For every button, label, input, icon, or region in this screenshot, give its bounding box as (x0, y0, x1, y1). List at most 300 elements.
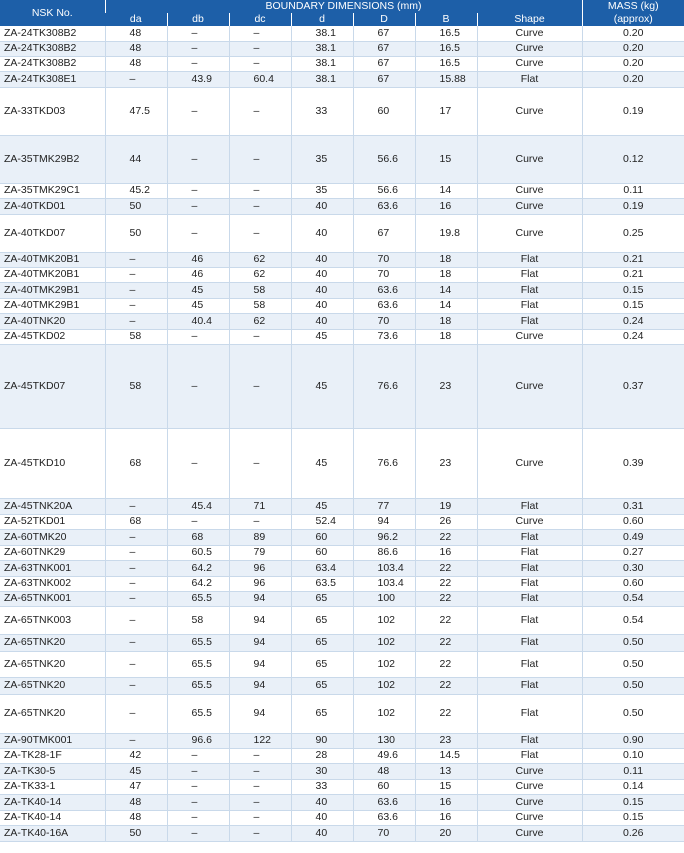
cell-db: 65.5 (167, 677, 229, 694)
cell-mass: 0.50 (582, 677, 684, 694)
cell-nsk-no: ZA-45TKD02 (0, 329, 105, 344)
cell-mass: 0.60 (582, 576, 684, 591)
cell-D: 103.4 (353, 576, 415, 591)
cell-D: 63.6 (353, 810, 415, 825)
cell-mass: 0.20 (582, 26, 684, 41)
cell-mass: 0.31 (582, 498, 684, 514)
cell-D: 102 (353, 606, 415, 634)
cell-db: – (167, 329, 229, 344)
cell-B: 22 (415, 576, 477, 591)
cell-mass: 0.15 (582, 282, 684, 298)
cell-D: 77 (353, 498, 415, 514)
cell-da: – (105, 529, 167, 545)
cell-B: 16.5 (415, 41, 477, 56)
cell-dc: 94 (229, 634, 291, 651)
cell-d: 30 (291, 763, 353, 779)
cell-nsk-no: ZA-63TNK002 (0, 576, 105, 591)
cell-da: – (105, 733, 167, 748)
cell-D: 60 (353, 87, 415, 135)
cell-dc: – (229, 183, 291, 198)
cell-d: 65 (291, 591, 353, 606)
cell-nsk-no: ZA-40TMK20B1 (0, 267, 105, 282)
col-header-mass-approx: (approx) (582, 13, 684, 26)
cell-B: 22 (415, 560, 477, 576)
cell-dc: 71 (229, 498, 291, 514)
cell-nsk-no: ZA-65TNK20 (0, 634, 105, 651)
cell-shape: Curve (477, 825, 582, 841)
cell-db: – (167, 748, 229, 763)
cell-d: 45 (291, 329, 353, 344)
cell-db: 45 (167, 298, 229, 313)
cell-B: 22 (415, 634, 477, 651)
col-header-boundary-dimensions: BOUNDARY DIMENSIONS (mm) (105, 0, 582, 13)
cell-mass: 0.19 (582, 87, 684, 135)
cell-D: 63.6 (353, 794, 415, 810)
cell-dc: 94 (229, 606, 291, 634)
cell-D: 49.6 (353, 748, 415, 763)
cell-db: 65.5 (167, 651, 229, 677)
cell-B: 16 (415, 545, 477, 560)
cell-B: 16.5 (415, 26, 477, 41)
cell-shape: Flat (477, 282, 582, 298)
cell-db: – (167, 810, 229, 825)
cell-d: 63.5 (291, 576, 353, 591)
cell-D: 63.6 (353, 198, 415, 214)
cell-db: 46 (167, 252, 229, 267)
cell-D: 70 (353, 252, 415, 267)
cell-mass: 0.20 (582, 56, 684, 71)
cell-nsk-no: ZA-65TNK20 (0, 694, 105, 733)
table-row (0, 748, 684, 763)
table-row (0, 545, 684, 560)
cell-nsk-no: ZA-63TNK001 (0, 560, 105, 576)
cell-mass: 0.49 (582, 529, 684, 545)
cell-da: 45 (105, 763, 167, 779)
cell-da: 47 (105, 779, 167, 794)
cell-nsk-no: ZA-24TK308B2 (0, 26, 105, 41)
cell-d: 45 (291, 498, 353, 514)
cell-da: – (105, 634, 167, 651)
cell-dc: 96 (229, 576, 291, 591)
cell-shape: Curve (477, 329, 582, 344)
cell-D: 63.6 (353, 298, 415, 313)
cell-da: 50 (105, 198, 167, 214)
cell-d: 28 (291, 748, 353, 763)
cell-shape: Flat (477, 591, 582, 606)
cell-dc: 62 (229, 313, 291, 329)
cell-shape: Flat (477, 529, 582, 545)
cell-d: 45 (291, 428, 353, 498)
cell-da: 48 (105, 810, 167, 825)
cell-shape: Curve (477, 26, 582, 41)
cell-shape: Flat (477, 606, 582, 634)
cell-db: 45 (167, 282, 229, 298)
cell-db: – (167, 763, 229, 779)
cell-D: 76.6 (353, 428, 415, 498)
cell-mass: 0.39 (582, 428, 684, 498)
table-row (0, 26, 684, 41)
cell-da: 48 (105, 794, 167, 810)
cell-dc: – (229, 135, 291, 183)
col-header-shape: Shape (477, 13, 582, 26)
cell-dc: 94 (229, 591, 291, 606)
table-row (0, 41, 684, 56)
cell-D: 102 (353, 677, 415, 694)
table-row (0, 428, 684, 498)
cell-d: 38.1 (291, 71, 353, 87)
cell-db: 43.9 (167, 71, 229, 87)
cell-da: 48 (105, 41, 167, 56)
table-row (0, 198, 684, 214)
cell-db: – (167, 779, 229, 794)
cell-B: 19.8 (415, 214, 477, 252)
cell-D: 56.6 (353, 135, 415, 183)
cell-B: 20 (415, 825, 477, 841)
cell-B: 23 (415, 428, 477, 498)
cell-dc: – (229, 514, 291, 529)
table-body (0, 26, 684, 841)
cell-da: 58 (105, 344, 167, 428)
cell-D: 73.6 (353, 329, 415, 344)
cell-da: 58 (105, 329, 167, 344)
cell-D: 96.2 (353, 529, 415, 545)
cell-shape: Flat (477, 252, 582, 267)
table-row (0, 282, 684, 298)
table-row (0, 794, 684, 810)
cell-db: 65.5 (167, 634, 229, 651)
col-header-D: D (353, 13, 415, 26)
col-header-mass: MASS (kg) (582, 0, 684, 13)
table-row (0, 298, 684, 313)
cell-d: 33 (291, 87, 353, 135)
cell-db: – (167, 41, 229, 56)
cell-db: – (167, 794, 229, 810)
table-row (0, 576, 684, 591)
cell-db: 68 (167, 529, 229, 545)
cell-D: 67 (353, 71, 415, 87)
cell-d: 40 (291, 267, 353, 282)
cell-da: 68 (105, 428, 167, 498)
cell-B: 17 (415, 87, 477, 135)
cell-d: 90 (291, 733, 353, 748)
cell-da: 48 (105, 26, 167, 41)
cell-db: 96.6 (167, 733, 229, 748)
cell-B: 15.88 (415, 71, 477, 87)
cell-shape: Flat (477, 545, 582, 560)
cell-db: – (167, 183, 229, 198)
cell-db: 64.2 (167, 560, 229, 576)
cell-B: 26 (415, 514, 477, 529)
cell-dc: – (229, 428, 291, 498)
cell-B: 16.5 (415, 56, 477, 71)
cell-shape: Curve (477, 214, 582, 252)
cell-mass: 0.90 (582, 733, 684, 748)
table-row (0, 810, 684, 825)
cell-D: 76.6 (353, 344, 415, 428)
cell-da: – (105, 267, 167, 282)
table-row (0, 733, 684, 748)
cell-dc: – (229, 825, 291, 841)
cell-shape: Flat (477, 733, 582, 748)
cell-D: 94 (353, 514, 415, 529)
cell-d: 60 (291, 529, 353, 545)
cell-nsk-no: ZA-40TMK29B1 (0, 282, 105, 298)
cell-mass: 0.24 (582, 313, 684, 329)
cell-D: 100 (353, 591, 415, 606)
cell-mass: 0.15 (582, 298, 684, 313)
cell-B: 15 (415, 135, 477, 183)
cell-B: 14 (415, 298, 477, 313)
cell-dc: – (229, 26, 291, 41)
cell-dc: 62 (229, 252, 291, 267)
col-header-nsk-no: NSK No. (0, 0, 105, 26)
col-header-B: B (415, 13, 477, 26)
cell-B: 18 (415, 267, 477, 282)
cell-B: 15 (415, 779, 477, 794)
cell-da: 50 (105, 825, 167, 841)
cell-d: 45 (291, 344, 353, 428)
cell-da: – (105, 282, 167, 298)
cell-db: – (167, 514, 229, 529)
cell-shape: Curve (477, 763, 582, 779)
cell-d: 40 (291, 313, 353, 329)
cell-nsk-no: ZA-TK40-14 (0, 794, 105, 810)
cell-dc: – (229, 763, 291, 779)
cell-nsk-no: ZA-40TKD07 (0, 214, 105, 252)
cell-db: – (167, 135, 229, 183)
cell-d: 40 (291, 282, 353, 298)
cell-nsk-no: ZA-TK33-1 (0, 779, 105, 794)
cell-D: 70 (353, 825, 415, 841)
cell-dc: 122 (229, 733, 291, 748)
cell-mass: 0.11 (582, 763, 684, 779)
cell-nsk-no: ZA-45TNK20A (0, 498, 105, 514)
table-row (0, 267, 684, 282)
cell-da: – (105, 71, 167, 87)
cell-d: 40 (291, 298, 353, 313)
cell-mass: 0.25 (582, 214, 684, 252)
cell-mass: 0.24 (582, 329, 684, 344)
cell-nsk-no: ZA-65TNK001 (0, 591, 105, 606)
cell-dc: – (229, 41, 291, 56)
cell-db: 40.4 (167, 313, 229, 329)
table-row (0, 694, 684, 733)
col-header-da: da (105, 13, 167, 26)
cell-mass: 0.27 (582, 545, 684, 560)
cell-D: 56.6 (353, 183, 415, 198)
cell-db: – (167, 214, 229, 252)
cell-nsk-no: ZA-60TMK20 (0, 529, 105, 545)
cell-B: 23 (415, 344, 477, 428)
cell-shape: Curve (477, 810, 582, 825)
cell-mass: 0.21 (582, 267, 684, 282)
cell-d: 63.4 (291, 560, 353, 576)
cell-dc: 58 (229, 282, 291, 298)
cell-D: 63.6 (353, 282, 415, 298)
cell-db: 60.5 (167, 545, 229, 560)
cell-db: – (167, 428, 229, 498)
cell-dc: 58 (229, 298, 291, 313)
cell-D: 67 (353, 26, 415, 41)
cell-dc: 62 (229, 267, 291, 282)
cell-shape: Flat (477, 298, 582, 313)
cell-B: 23 (415, 733, 477, 748)
cell-d: 38.1 (291, 26, 353, 41)
cell-da: 47.5 (105, 87, 167, 135)
cell-da: – (105, 545, 167, 560)
cell-dc: 60.4 (229, 71, 291, 87)
cell-nsk-no: ZA-40TMK29B1 (0, 298, 105, 313)
cell-mass: 0.11 (582, 183, 684, 198)
cell-db: – (167, 56, 229, 71)
cell-da: – (105, 252, 167, 267)
cell-shape: Curve (477, 183, 582, 198)
cell-shape: Curve (477, 779, 582, 794)
cell-shape: Curve (477, 56, 582, 71)
cell-db: – (167, 26, 229, 41)
cell-mass: 0.54 (582, 606, 684, 634)
cell-mass: 0.10 (582, 748, 684, 763)
cell-db: – (167, 344, 229, 428)
cell-shape: Curve (477, 794, 582, 810)
cell-d: 35 (291, 135, 353, 183)
cell-d: 40 (291, 198, 353, 214)
cell-B: 18 (415, 313, 477, 329)
cell-da: 68 (105, 514, 167, 529)
cell-nsk-no: ZA-24TK308B2 (0, 56, 105, 71)
table-row (0, 529, 684, 545)
table-row (0, 329, 684, 344)
cell-d: 65 (291, 634, 353, 651)
cell-nsk-no: ZA-45TKD10 (0, 428, 105, 498)
cell-da: – (105, 313, 167, 329)
cell-nsk-no: ZA-TK28-1F (0, 748, 105, 763)
cell-B: 22 (415, 591, 477, 606)
cell-mass: 0.50 (582, 651, 684, 677)
cell-mass: 0.12 (582, 135, 684, 183)
cell-dc: – (229, 794, 291, 810)
cell-B: 13 (415, 763, 477, 779)
cell-D: 103.4 (353, 560, 415, 576)
cell-B: 19 (415, 498, 477, 514)
table-row (0, 214, 684, 252)
cell-da: 42 (105, 748, 167, 763)
cell-B: 18 (415, 329, 477, 344)
cell-B: 16 (415, 794, 477, 810)
cell-nsk-no: ZA-65TNK20 (0, 677, 105, 694)
cell-d: 65 (291, 651, 353, 677)
cell-nsk-no: ZA-35TMK29C1 (0, 183, 105, 198)
cell-nsk-no: ZA-TK40-14 (0, 810, 105, 825)
cell-da: 45.2 (105, 183, 167, 198)
cell-B: 22 (415, 677, 477, 694)
col-header-db: db (167, 13, 229, 26)
cell-mass: 0.30 (582, 560, 684, 576)
cell-d: 40 (291, 825, 353, 841)
cell-D: 102 (353, 651, 415, 677)
cell-shape: Flat (477, 694, 582, 733)
cell-B: 14 (415, 183, 477, 198)
table-row (0, 779, 684, 794)
table-row (0, 135, 684, 183)
cell-shape: Flat (477, 634, 582, 651)
cell-nsk-no: ZA-45TKD07 (0, 344, 105, 428)
cell-nsk-no: ZA-24TK308B2 (0, 41, 105, 56)
cell-B: 22 (415, 694, 477, 733)
table-row (0, 514, 684, 529)
cell-d: 33 (291, 779, 353, 794)
cell-d: 35 (291, 183, 353, 198)
cell-B: 18 (415, 252, 477, 267)
cell-d: 65 (291, 677, 353, 694)
cell-shape: Flat (477, 313, 582, 329)
cell-nsk-no: ZA-TK30-5 (0, 763, 105, 779)
cell-mass: 0.14 (582, 779, 684, 794)
table-row (0, 763, 684, 779)
cell-da: – (105, 651, 167, 677)
cell-db: – (167, 825, 229, 841)
cell-nsk-no: ZA-40TKD01 (0, 198, 105, 214)
cell-shape: Curve (477, 344, 582, 428)
cell-d: 38.1 (291, 56, 353, 71)
cell-B: 22 (415, 606, 477, 634)
cell-B: 16 (415, 198, 477, 214)
cell-db: – (167, 87, 229, 135)
table-row (0, 71, 684, 87)
cell-da: – (105, 694, 167, 733)
cell-da: – (105, 591, 167, 606)
cell-nsk-no: ZA-60TNK29 (0, 545, 105, 560)
cell-d: 65 (291, 694, 353, 733)
cell-B: 16 (415, 810, 477, 825)
cell-mass: 0.37 (582, 344, 684, 428)
cell-da: – (105, 560, 167, 576)
table-row (0, 183, 684, 198)
cell-dc: 79 (229, 545, 291, 560)
cell-dc: 94 (229, 651, 291, 677)
cell-mass: 0.21 (582, 252, 684, 267)
cell-D: 48 (353, 763, 415, 779)
cell-mass: 0.20 (582, 41, 684, 56)
cell-da: – (105, 298, 167, 313)
table-row (0, 252, 684, 267)
table-row (0, 606, 684, 634)
cell-mass: 0.20 (582, 71, 684, 87)
cell-D: 67 (353, 56, 415, 71)
cell-dc: – (229, 748, 291, 763)
cell-dc: 94 (229, 694, 291, 733)
cell-d: 38.1 (291, 41, 353, 56)
cell-dc: – (229, 56, 291, 71)
cell-d: 60 (291, 545, 353, 560)
cell-shape: Curve (477, 198, 582, 214)
cell-dc: – (229, 198, 291, 214)
cell-nsk-no: ZA-33TKD03 (0, 87, 105, 135)
cell-nsk-no: ZA-52TKD01 (0, 514, 105, 529)
cell-dc: – (229, 87, 291, 135)
cell-mass: 0.26 (582, 825, 684, 841)
cell-nsk-no: ZA-40TMK20B1 (0, 252, 105, 267)
cell-shape: Flat (477, 576, 582, 591)
table-row (0, 634, 684, 651)
cell-nsk-no: ZA-65TNK20 (0, 651, 105, 677)
table-row (0, 344, 684, 428)
cell-mass: 0.15 (582, 810, 684, 825)
cell-mass: 0.54 (582, 591, 684, 606)
cell-dc: – (229, 344, 291, 428)
table-row (0, 498, 684, 514)
cell-db: 45.4 (167, 498, 229, 514)
